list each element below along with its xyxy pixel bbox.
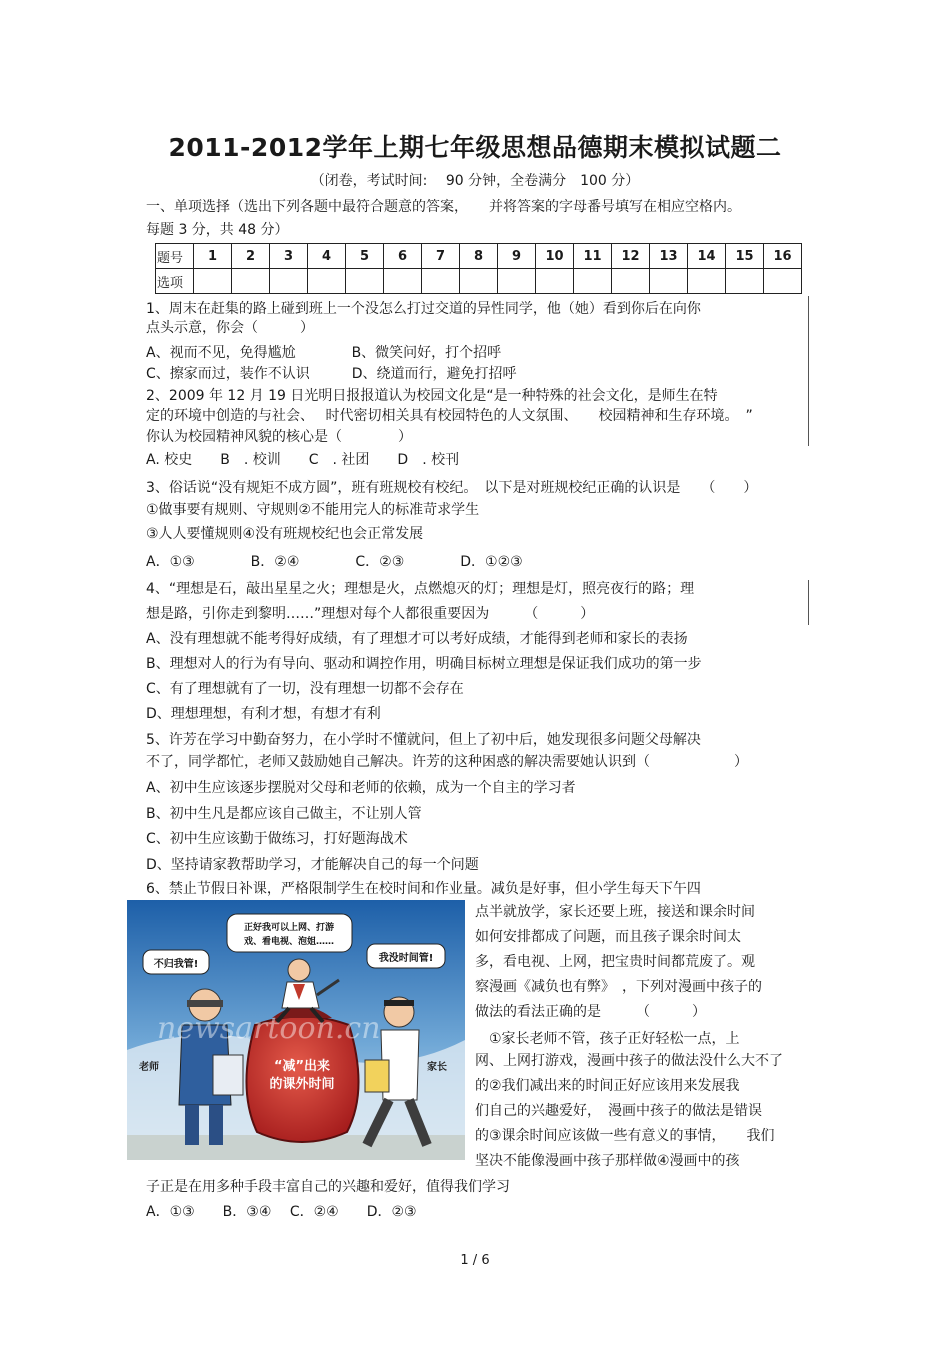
q5-option-c: C、初中生应该勤于做练习，打好题海战术 [146,831,408,847]
q6-text-r1: 点半就放学，家长还要上班，接送和课余时间 [475,904,755,920]
q2-stem-3: 你认为校园精神风貌的核心是（ ） [146,429,412,445]
exam-info: （闭卷，考试时间: 90 分钟，全卷满分 100 分） [310,173,640,189]
answer-cell[interactable] [232,269,270,294]
q-number-cell: 4 [308,244,346,269]
q2-options: A. 校史 B . 校训 C . 社团 D . 校刊 [146,452,460,468]
page-number: 1 / 6 [460,1253,490,1268]
section-instruction-2: 每题 3 分，共 48 分） [146,222,289,238]
q6-text-r5: 做法的看法正确的是 （ ） [475,1004,706,1020]
q4-option-a: A、没有理想就不能考得好成绩，有了理想才可以考好成绩，才能得到老师和家长的表扬 [146,631,688,647]
q1-stem-2: 点头示意，你会（ ） [146,320,314,336]
answer-table-number-row [156,244,802,269]
q6-text-r2: 如何安排都成了问题，而且孩子课余时间太 [475,929,741,945]
q-number-cell: 1 [194,244,232,269]
q4-option-b: B、理想对人的行为有导向、驱动和调控作用，明确目标树立理想是保证我们成功的第一步 [146,656,702,672]
q5-option-a: A、初中生应该逐步摆脱对父母和老师的依赖，成为一个自主的学习者 [146,780,576,796]
q5-stem: 5、许芳在学习中勤奋努力，在小学时不懂就问，但上了初中后，她发现很多问题父母解决 [146,732,701,748]
q6-text-r8: 的②我们减出来的时间正好应该用来发展我 [475,1078,740,1094]
q6-text-end: 子正是在用多种手段丰富自己的兴趣和爱好，值得我们学习 [146,1179,510,1195]
q-number-cell: 10 [536,244,574,269]
section-instruction: 一、单项选择（选出下列各题中最符合题意的答案， 并将答案的字母番号填写在相应空格内。 [146,199,741,215]
q6-text-r7: 网、上网打游戏，漫画中孩子的做法没什么大不了 [475,1053,783,1069]
bubble-right-text: 我没时间管! [378,953,434,964]
q3-statements-2: ③人人要懂规则④没有班规校纪也会正常发展 [146,526,424,542]
answer-cell[interactable] [764,269,802,294]
q4-option-c: C、有了理想就有了一切，没有理想一切都不会存在 [146,681,464,697]
q6-text-r9: 们自己的兴趣爱好， 漫画中孩子的做法是错误 [475,1103,762,1119]
q-number-cell: 12 [612,244,650,269]
q5-stem-2: 不了，同学都忙，老师又鼓励她自己解决。许芳的这种困惑的解决需要她认识到（ ） [146,754,748,770]
q6-text-r4: 察漫画《减负也有弊》 ，下列对漫画中孩子的 [475,979,762,995]
q-number-cell: 7 [422,244,460,269]
answer-cell[interactable] [726,269,764,294]
answer-cell[interactable] [346,269,384,294]
q-number-cell: 3 [270,244,308,269]
q1-options-cd: C、擦家而过，装作不认识 D、绕道而行，避免打招呼 [146,366,517,382]
sack-text-2: 的课外时间 [269,1077,335,1092]
q4-option-d: D、理想理想，有利才想，有想才有利 [146,706,381,722]
q6-text-r6: ①家长老师不管，孩子正好轻松一点，上 [475,1031,740,1047]
bubble-left-text: 不归我管! [153,959,199,970]
bubble-center-text-2: 戏、看电视、泡姐…… [243,937,335,947]
q-number-cell: 8 [460,244,498,269]
row-label-number: 题号 [156,244,194,269]
cartoon-svg [127,900,465,1160]
answer-cell[interactable] [460,269,498,294]
answer-cell[interactable] [384,269,422,294]
answer-table-answer-row [156,269,802,294]
label-parent: 家长 [427,1062,447,1073]
answer-cell[interactable] [650,269,688,294]
q-number-cell: 2 [232,244,270,269]
q5-option-b: B、初中生凡是都应该自己做主，不让别人管 [146,806,422,822]
q-number-cell: 14 [688,244,726,269]
answer-cell[interactable] [574,269,612,294]
q-number-cell: 11 [574,244,612,269]
q-number-cell: 6 [384,244,422,269]
cartoon-illustration [127,900,465,1160]
bubble-left [143,950,209,974]
answer-cell[interactable] [498,269,536,294]
label-teacher: 老师 [139,1062,159,1073]
answer-cell[interactable] [270,269,308,294]
q2-stem: 2、2009 年 12 月 19 日光明日报报道认为校园文化是“是一种特殊的社会文化，是师生在特 [146,388,718,404]
margin-rule [808,296,809,446]
margin-rule [808,580,809,625]
q6-text-r10: 的③课余时间应该做一些有意义的事情， 我们 [475,1128,775,1144]
bubble-right [367,944,445,968]
page-title: 2011-2012学年上期七年级思想品德期末模拟试题二 [168,133,782,162]
q-number-cell: 5 [346,244,384,269]
bubble-center [227,914,352,952]
answer-cell[interactable] [612,269,650,294]
q2-stem-2: 定的环境中创造的与社会、 时代密切相关具有校园特色的人文氛围、 校园精神和生存环境。 ” [146,408,753,424]
bubble-center-text-1: 正好我可以上网、打游 [243,923,335,933]
q1-options-ab: A、视而不见，免得尴尬 B、微笑问好，打个招呼 [146,345,502,361]
answer-cell[interactable] [536,269,574,294]
answer-cell[interactable] [688,269,726,294]
q3-statements-1: ①做事要有规则、守规则②不能用完人的标准苛求学生 [146,502,480,518]
sack-text-1: “减”出来 [273,1059,331,1074]
q-number-cell: 9 [498,244,536,269]
watermark-text: newsartoon.cn [157,1011,381,1046]
q6-text-r3: 多，看电视、上网，把宝贵时间都荒废了。观 [475,954,755,970]
answer-cell[interactable] [422,269,460,294]
row-label-answer: 选项 [156,269,194,294]
q3-stem: 3、俗话说“没有规矩不成方圆”，班有班规校有校纪。 以下是对班规校纪正确的认识是 （ ） [146,480,758,496]
answer-cell[interactable] [194,269,232,294]
q4-stem: 4、“理想是石，敲出星星之火；理想是火，点燃熄灭的灯；理想是灯，照亮夜行的路；理 [146,581,695,597]
q6-stem: 6、禁止节假日补课，严格限制学生在校时间和作业量。减负是好事，但小学生每天下午四 [146,881,701,897]
q-number-cell: 13 [650,244,688,269]
q3-options: A．①③ B．②④ C．②③ D．①②③ [146,554,523,570]
q6-text-r11: 坚决不能像漫画中孩子那样做④漫画中的孩 [475,1153,740,1169]
q1-stem: 1、周末在赶集的路上碰到班上一个没怎么打过交道的异性同学，他（她）看到你后在向你 [146,301,701,317]
q6-options: A．①③ B．③④ C．②④ D．②③ [146,1204,417,1220]
q5-option-d: D、坚持请家教帮助学习，才能解决自己的每一个问题 [146,857,479,873]
answer-table [155,243,802,294]
q-number-cell: 16 [764,244,802,269]
q-number-cell: 15 [726,244,764,269]
q4-stem-2: 想是路，引你走到黎明……”理想对每个人都很重要因为 （ ） [146,606,595,622]
answer-cell[interactable] [308,269,346,294]
